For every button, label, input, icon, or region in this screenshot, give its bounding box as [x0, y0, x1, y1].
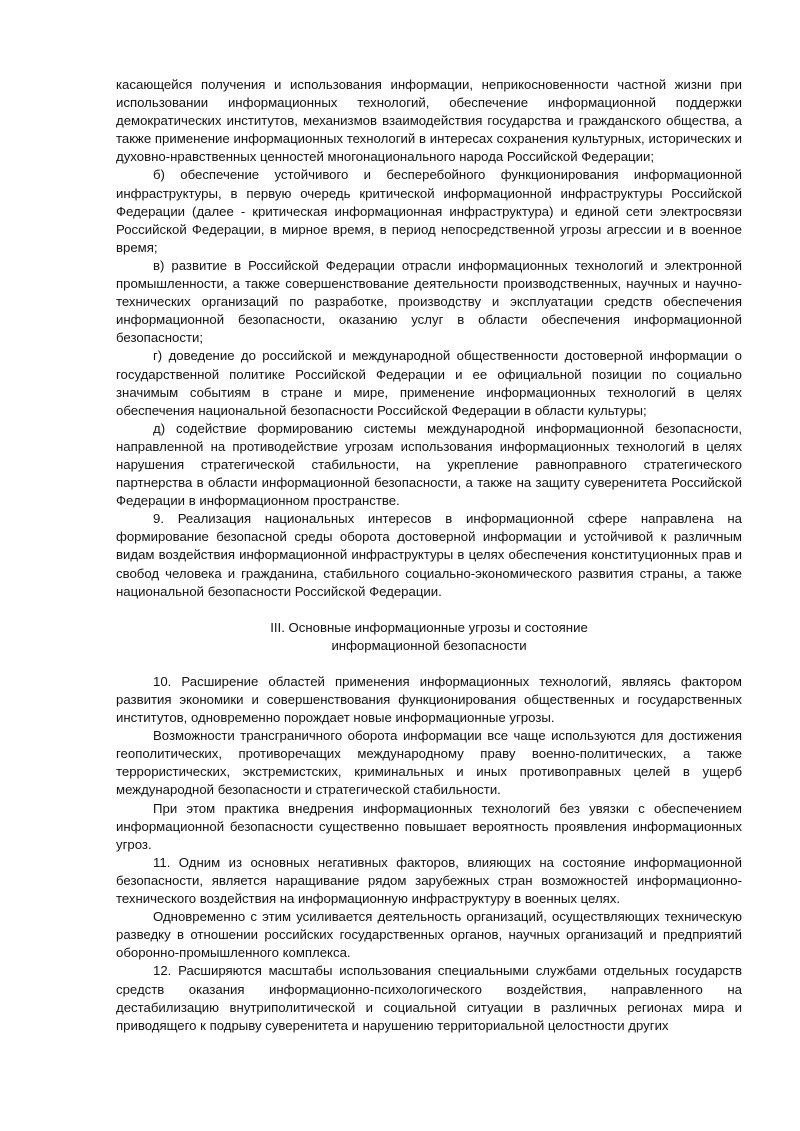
paragraph-12: 12. Расширяются масштабы использования специальными службами отдельных государств средств оказания информационно-психологического воздействия, направленного на дестабилизацию внутриполитической и социальной ситуации в различных регионах мира и приводящего к подрыву суверенитета и нарушению территориальной целостности других — [116, 963, 742, 1033]
paragraph-item-g: г) доведение до российской и международной общественности достоверной информации о государственной политике Российской Федерации и ее официальной позиции по социально значимым событиям в стране и мире, применение информационных технологий в целях обеспечения национальной безопасности Российской Федерации в области культуры; — [116, 348, 742, 418]
paragraph-continuation: касающейся получения и использования информации, неприкосновенности частной жизни при использовании информационных технологий, обеспечение информационной поддержки демократических институтов, механизмов взаимодействия государства и гражданского общества, а также применение информационных технологий в интересах сохранения культурных, исторических и духовно-нравственных ценностей многонационального народа Российской Федерации; — [116, 77, 742, 165]
paragraph-10-cont-2: При этом практика внедрения информационных технологий без увязки с обеспечением информационной безопасности существенно повышает вероятность проявления информационных угроз. — [116, 800, 742, 852]
paragraph-10-cont-1: Возможности трансграничного оборота информации все чаще используются для достижения геополитических, противоречащих международному праву военно-политических, а также террористических, экстремистских, криминальных и иных противоправных целей в ущерб международной безопасности и стратегической стабильности. — [116, 728, 742, 798]
section-heading — [116, 619, 742, 655]
document-page — [116, 76, 742, 1035]
paragraph-item-b: б) обеспечение устойчивого и бесперебойного функционирования информационной инфраструктуры, в первую очередь критической информационной инфраструктуры Российской Федерации (далее - критическая информационная инфраструктура) и единой сети электросвязи Российской Федерации, в мирное время, в период непосредственной угрозы агрессии и в военное время; — [116, 167, 742, 255]
section-heading-line-2: информационной безопасности — [331, 637, 527, 653]
paragraph-11-cont: Одновременно с этим усиливается деятельность организаций, осуществляющих техническую разведку в отношении российских государственных органов, научных организаций и предприятий оборонно-промышленного комплекса. — [116, 909, 742, 961]
paragraph-item-d: д) содействие формированию системы международной информационной безопасности, направленной на противодействие угрозам использования информационных технологий в целях нарушения стратегической стабильности, на укрепление равноправного стратегического партнерства в области информационной безопасности, а также на защиту суверенитета Российской Федерации в информационном пространстве. — [116, 420, 742, 509]
paragraph-10: 10. Расширение областей применения информационных технологий, являясь фактором развития экономики и совершенствования функционирования общественных и государственных институтов, одновременно порождает новые информационные угрозы. — [116, 673, 742, 726]
section-heading-line-1: III. Основные информационные угрозы и состояние — [270, 619, 588, 635]
paragraph-item-v: в) развитие в Российской Федерации отрасли информационных технологий и электронной промышленности, а также совершенствование деятельности производственных, научных и научно-технических организаций по разработке, производству и эксплуатации средств обеспечения информационной безопасности, оказанию услуг в области обеспечения информационной безопасности; — [116, 257, 742, 346]
paragraph-9: 9. Реализация национальных интересов в информационной сфере направлена на формирование безопасной среды оборота достоверной информации и устойчивой к различным видам воздействия информационной инфраструктуры в целях обеспечения конституционных прав и свобод человека и гражданина, стабильного социально-экономического развития страны, а также национальной безопасности Российской Федерации. — [116, 511, 742, 599]
paragraph-11: 11. Одним из основных негативных факторов, влияющих на состояние информационной безопасности, является наращивание рядом зарубежных стран возможностей информационно-технического воздействия на информационную инфраструктуру в военных целях. — [116, 854, 742, 907]
